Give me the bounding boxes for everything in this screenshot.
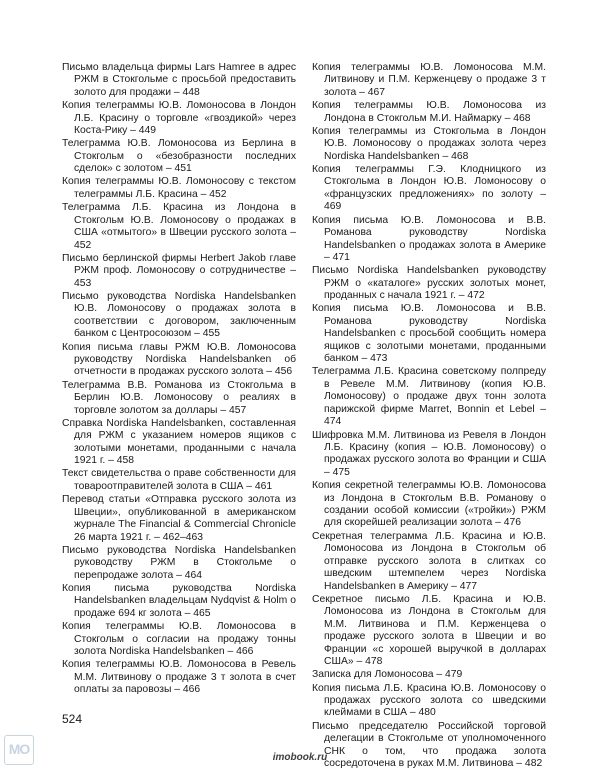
list-item: Копия письма Ю.В. Ломоносова и В.В. Романова руководству Nordiska Handelsbanken с просьбой сообщить номера ящиков с золотыми монетами, проданными банком – 473 xyxy=(312,303,546,365)
list-item: Письмо руководства Nordiska Handelsbanken руководству РЖМ в Стокгольме о перепродаже золота – 464 xyxy=(62,544,296,581)
list-item: Копия секретной телеграммы Ю.В. Ломоносова из Лондона в Стокгольм В.В. Романову о создании особой комиссии («тройки») РЖМ для скорейшей реализации золота – 476 xyxy=(312,480,546,529)
list-item: Копия телеграммы Ю.В. Ломоносова в Стокгольм о согласии на продажу тонны золота Nordiska Handelsbanken – 466 xyxy=(62,621,296,657)
list-item: Копия письма руководства Nordiska Handelsbanken владельцам Nydqvist & Holm о продаже 694 кг золота – 465 xyxy=(62,582,296,619)
list-item: Письмо Nordiska Handelsbanken руководству РЖМ о «каталоге» русских золотых монет, проданных с начала 1921 г. – 472 xyxy=(312,265,546,302)
list-item: Письмо руководства Nordiska Handelsbanken Ю.В. Ломоносову о продажах золота в соответствии с договором, заключенным банком с Центросоюзом – 455 xyxy=(62,290,296,340)
list-item: Копия телеграммы Г.Э. Клодницкого из Стокгольма в Лондон Ю.В. Ломоносову о «французских предложениях» по золоту – 469 xyxy=(312,164,546,213)
list-item: Записка для Ломоносова – 479 xyxy=(312,669,463,681)
right-column xyxy=(312,62,546,771)
list-item: Копия письма Ю.В. Ломоносова и В.В. Романова руководству Nordiska Handelsbanken о продажах золота в Америке – 471 xyxy=(312,214,546,263)
list-item: Копия письма главы РЖМ Ю.В. Ломоносова руководству Nordiska Handelsbanken об отчетности в продажах русского золота – 456 xyxy=(62,341,296,378)
list-item: Текст свидетельства о праве собственности для товароотправителей золота в США – 461 xyxy=(62,468,296,492)
list-item: Справка Nordiska Handelsbanken, составленная для РЖМ с указанием номеров ящиков с золотыми монетами, проданными с начала 1921 г. – 458 xyxy=(62,417,296,467)
list-item: Копия письма Л.Б. Красина Ю.В. Ломоносову о продажах русского золота со шведскими клеймами в США – 480 xyxy=(312,682,546,719)
list-item: Шифровка М.М. Литвинова из Ревеля в Лондон Л.Б. Красину (копия – Ю.В. Ломоносову) о продажах русского золота во Франции и США – 475 xyxy=(312,429,546,478)
list-item: Копия телеграммы из Стокгольма в Лондон Ю.В. Ломоносову о продажах золота через Nordiska Handelsbanken – 468 xyxy=(312,125,546,162)
site-link[interactable]: imobook.ru xyxy=(272,752,328,763)
list-item: Секретная телеграмма Л.Б. Красина и Ю.В. Ломоносова из Лондона в Стокгольм об отправке русского золота в слитках со шведским штемпелем через Nordiska Handelsbanken в Америку – 477 xyxy=(312,530,546,592)
left-column xyxy=(62,62,296,697)
list-item: Копия телеграммы Ю.В. Ломоносова в Ревель М.М. Литвинову о продаже 3 т золота в счет оплаты за паровозы – 466 xyxy=(62,659,296,696)
list-item: Телеграмма Л.Б. Красина из Лондона в Стокгольм Ю.В. Ломоносову о продажах в США «отмытого» в Швеции русского золота – 452 xyxy=(62,202,296,251)
list-item: Телеграмма Ю.В. Ломоносова из Берлина в Стокгольм о «безобразности последних сделок» с золотом – 451 xyxy=(62,138,296,175)
list-item: Копия телеграммы Ю.В. Ломоносову с текстом телеграммы Л.Б. Красина – 452 xyxy=(62,176,296,200)
list-item: Телеграмма В.В. Романова из Стокгольма в Берлин Ю.В. Ломоносову о реалиях в торговле золотом за доллары – 457 xyxy=(62,379,296,416)
page-number: 524 xyxy=(62,712,83,726)
watermark-logo-icon: МО xyxy=(4,735,34,765)
list-item: Письмо владельца фирмы Lars Hamree в адрес РЖМ в Стокгольме с просьбой предоставить золото для продажи – 448 xyxy=(62,62,296,98)
list-item: Секретное письмо Л.Б. Красина и Ю.В. Ломоносова из Лондона в Стокгольм для М.М. Литвинова и П.М. Керженцева о продаже русского золота в Швеции и во Франции «с хорошей выручкой в долларах США» – 478 xyxy=(312,593,546,668)
list-item: Перевод статьи «Отправка русского золота из Швеции», опубликованной в американском журнале The Financial & Commercial Chronicle 26 марта 1921 г. – 462–463 xyxy=(62,494,296,543)
list-item: Копия телеграммы Ю.В. Ломоносова М.М. Литвинову и П.М. Керженцеву о продаже 3 т золота – 467 xyxy=(312,62,546,98)
list-item: Письмо берлинской фирмы Herbert Jakob главе РЖМ проф. Ломоносову о сотрудничестве – 453 xyxy=(62,252,296,289)
list-item: Телеграмма Л.Б. Красина советскому полпреду в Ревеле М.М. Литвинову (копия Ю.В. Ломоносову) о продаже двух тонн золота парижской фирме Marret, Bonnin et Lebel – 474 xyxy=(312,366,546,428)
list-item: Письмо председателю Российской торговой делегации в Стокгольме от уполномоченного СНК о том, что продажа золота сосредоточена в руках М.М. Литвинова – 482 xyxy=(312,720,546,770)
list-item: Копия телеграммы Ю.В. Ломоносова в Лондон Л.Б. Красину о торговле «гвоздикой» через Коста-Рику – 449 xyxy=(62,100,296,137)
list-item: Копия телеграммы Ю.В. Ломоносова из Лондона в Стокгольм М.И. Наймарку – 468 xyxy=(312,100,546,124)
